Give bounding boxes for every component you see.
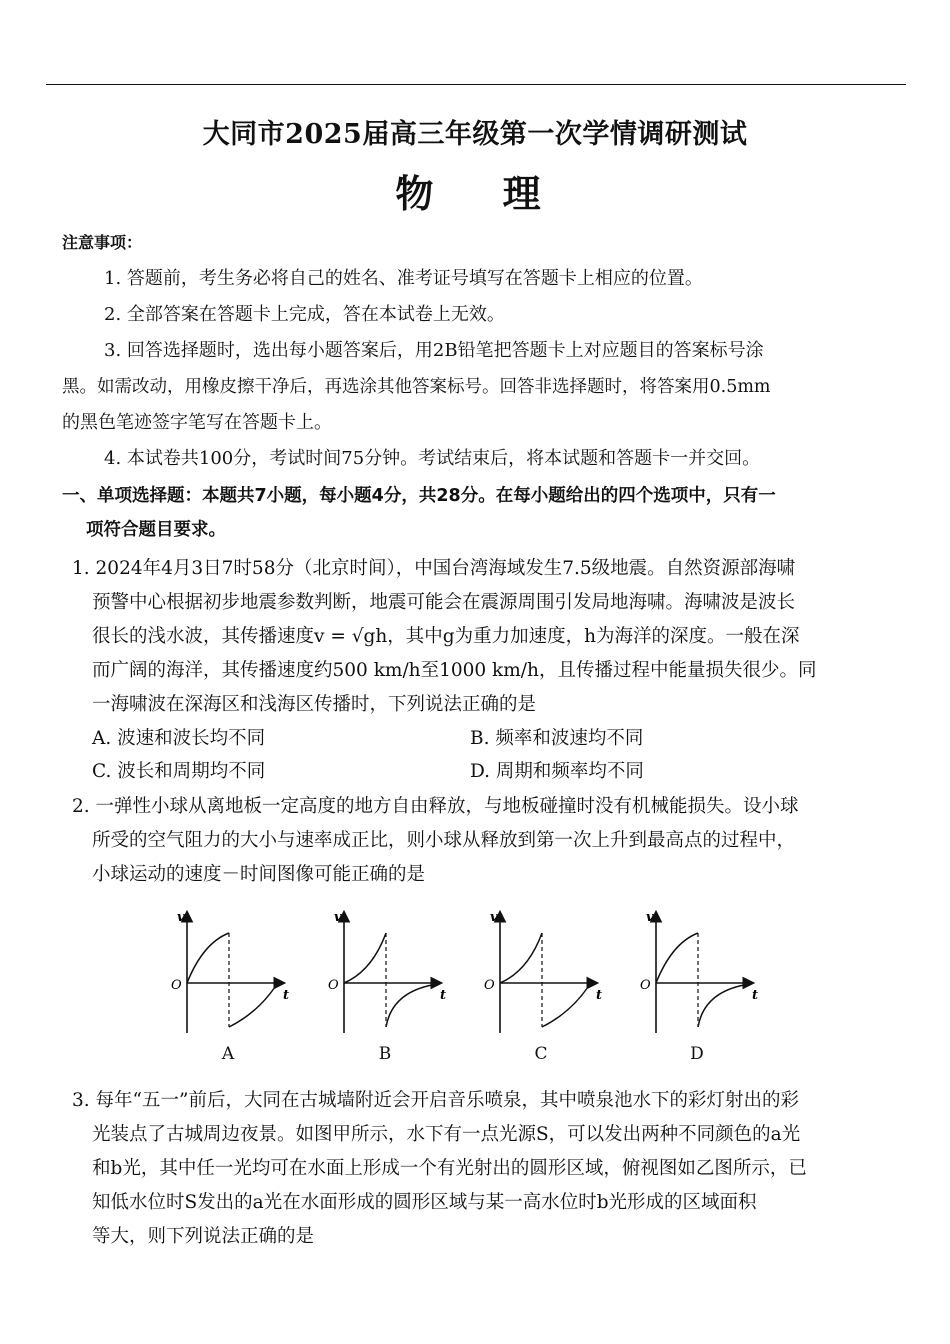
graph-a	[165, 905, 295, 1040]
graph-b-label: B	[378, 1044, 392, 1064]
graph-c	[478, 905, 608, 1040]
q1-option-b: B. 频率和波速均不同	[470, 728, 644, 749]
falling-curve	[344, 933, 386, 983]
q1-line-1: 1. 2024年4月3日7时58分（北京时间），中国台湾海域发生7.5级地震。自然资源部海啸	[72, 558, 796, 579]
top-rule	[46, 84, 906, 85]
notice-line-3-cont: 黑。如需改动，用橡皮擦干净后，再选涂其他答案标号。回答非选择题时，将答案用0.5mm	[62, 377, 771, 397]
graph-d-label: D	[690, 1044, 704, 1064]
q1-option-a: A. 波速和波长均不同	[92, 728, 266, 749]
q3-line-4: 知低水位时S发出的a光在水面形成的圆形区域与某一高水位时b光形成的区域面积	[92, 1192, 757, 1213]
v-label: v	[490, 910, 498, 925]
rising-curve	[386, 985, 432, 1027]
origin-label: O	[328, 978, 339, 993]
q2-line-3: 小球运动的速度－时间图像可能正确的是	[92, 864, 426, 885]
notice-line-2: 2. 全部答案在答题卡上完成，答在本试卷上无效。	[104, 304, 505, 325]
notice-heading: 注意事项：	[62, 233, 143, 252]
notice-line-3: 3. 回答选择题时，选出每小题答案后，用2B铅笔把答题卡上对应题目的答案标号涂	[104, 340, 764, 361]
v-label: v	[334, 910, 342, 925]
v-label: v	[646, 910, 654, 925]
graph-c-label: C	[534, 1044, 548, 1064]
notice-line-4: 4. 本试卷共100分，考试时间75分钟。考试结束后，将本试题和答题卡一并交回。	[104, 448, 761, 469]
t-label: t	[440, 988, 447, 1003]
falling-curve	[500, 933, 542, 983]
subject-title: 物 理	[395, 171, 569, 216]
falling-curve	[656, 933, 698, 983]
q1-line-5: 一海啸波在深海区和浅海区传播时，下列说法正确的是	[92, 694, 537, 715]
section-heading: 一、单项选择题：本题共7小题，每小题4分，共28分。在每小题给出的四个选项中，只有一	[62, 486, 776, 506]
exam-title: 大同市2025届高三年级第一次学情调研测试	[202, 119, 748, 150]
q3-line-2: 光装点了古城周边夜景。如图甲所示，水下有一点光源S，可以发出两种不同颜色的a光	[92, 1124, 801, 1145]
t-label: t	[752, 988, 759, 1003]
rising-curve	[229, 987, 275, 1027]
rising-curve	[542, 987, 588, 1027]
notice-line-3-end: 的黑色笔迹签字笔写在答题卡上。	[62, 412, 332, 433]
q2-line-1: 2. 一弹性小球从离地板一定高度的地方自由释放，与地板碰撞时没有机械能损失。设小球	[72, 796, 799, 817]
q1-option-c: C. 波长和周期均不同	[92, 761, 266, 782]
q3-line-3: 和b光，其中任一光均可在水面上形成一个有光射出的圆形区域，俯视图如乙图所示，已	[92, 1158, 807, 1179]
t-label: t	[596, 988, 603, 1003]
q1-line-4: 而广阔的海洋，其传播速度约500 km/h至1000 km/h，且传播过程中能量损失很少。同	[92, 660, 817, 681]
origin-label: O	[640, 978, 651, 993]
section-heading-cont: 项符合题目要求。	[86, 520, 226, 540]
q3-line-5: 等大，则下列说法正确的是	[92, 1226, 315, 1247]
q3-line-1: 3. 每年“五一”前后，大同在古城墙附近会开启音乐喷泉，其中喷泉池水下的彩灯射出的彩	[72, 1090, 799, 1111]
origin-label: O	[171, 978, 182, 993]
q1-line-2: 预警中心根据初步地震参数判断，地震可能会在震源周围引发局地海啸。海啸波是波长	[92, 592, 796, 613]
graph-b	[322, 905, 452, 1040]
t-label: t	[283, 988, 290, 1003]
q1-option-d: D. 周期和频率均不同	[470, 761, 644, 782]
notice-line-1: 1. 答题前，考生务必将自己的姓名、准考证号填写在答题卡上相应的位置。	[104, 268, 703, 289]
q1-line-3: 很长的浅水波，其传播速度v = √gh，其中g为重力加速度，h为海洋的深度。一般在深	[92, 626, 800, 647]
origin-label: O	[484, 978, 495, 993]
v-label: v	[177, 910, 185, 925]
graph-d	[634, 905, 764, 1040]
rising-curve	[698, 985, 744, 1027]
falling-curve	[187, 933, 229, 983]
graph-a-label: A	[221, 1044, 235, 1064]
q2-line-2: 所受的空气阻力的大小与速率成正比，则小球从释放到第一次上升到最高点的过程中，	[92, 830, 796, 851]
